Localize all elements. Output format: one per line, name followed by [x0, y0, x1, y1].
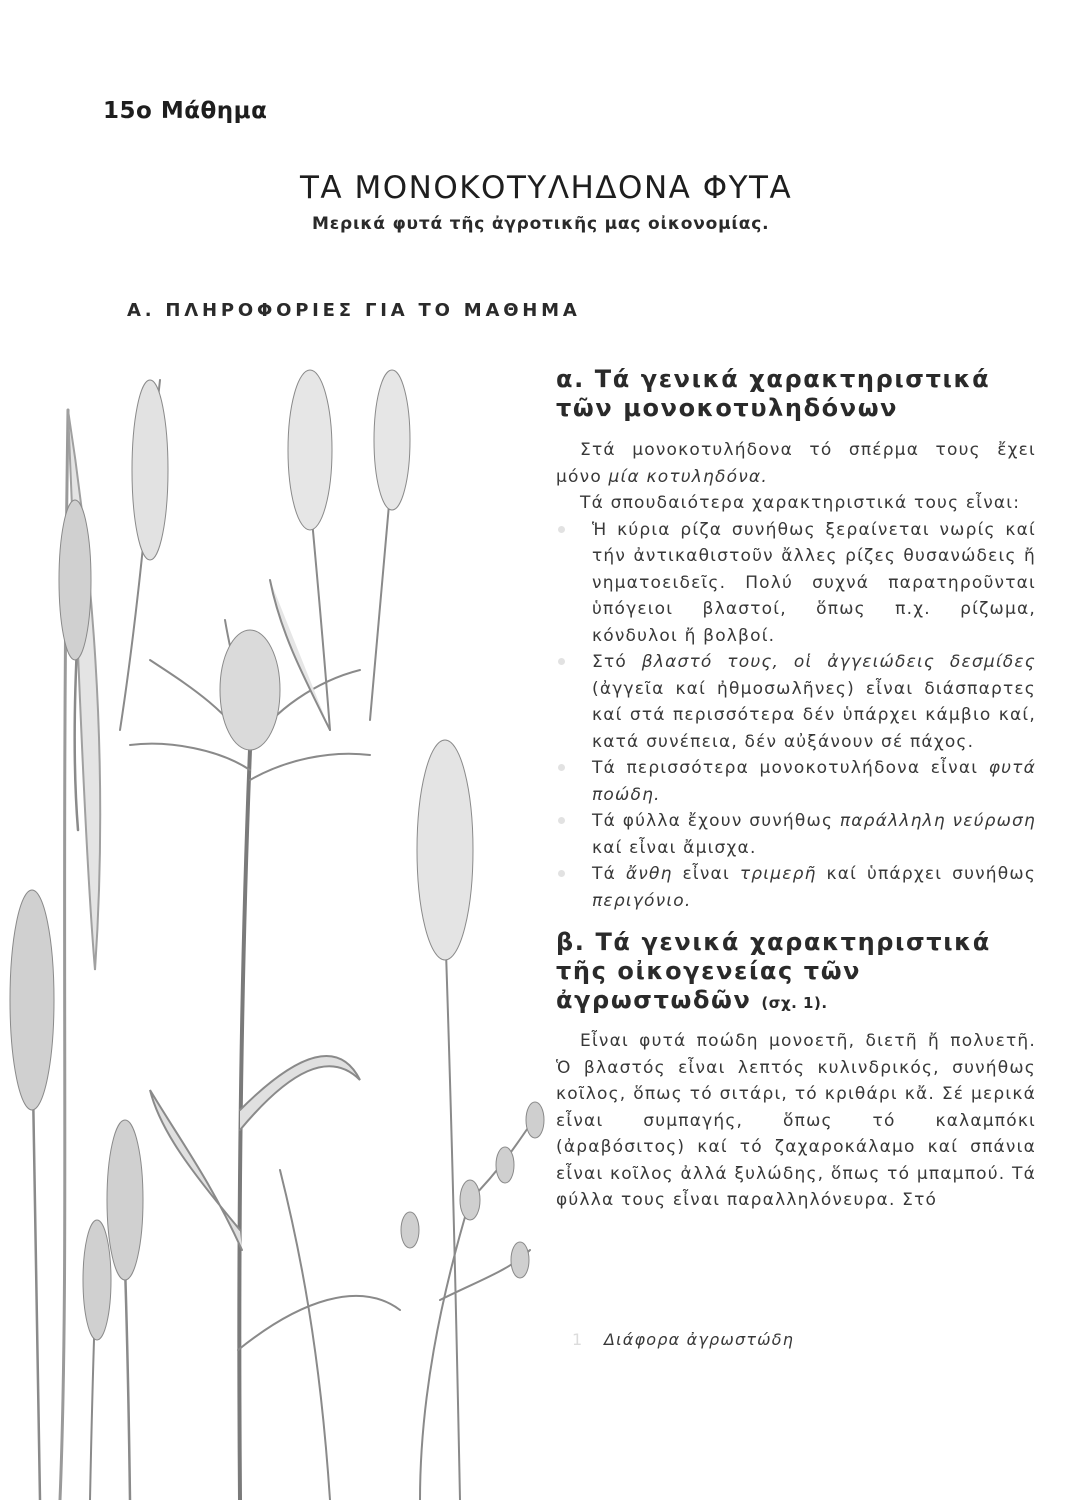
- figure-number: 1: [572, 1330, 583, 1349]
- bullet-dot: [558, 817, 565, 824]
- subsection-a-heading: α. Τά γενικά χαρακτηριστικά τῶν μονοκοτυληδόνων: [556, 365, 991, 422]
- bullet-leaves: Τά φύλλα ἔχουν συνήθως παράλληλη νεύρωση καί εἶναι ἄμισχα.: [556, 808, 1036, 861]
- grasses-illustration: [0, 350, 560, 1500]
- intro-paragraph-2: Τά σπουδαιότερα χαρακτηριστικά τους εἶναι:: [580, 493, 1021, 513]
- bullet-flowers: Τά ἄνθη εἶναι τριμερῆ καί ὑπάρχει συνήθως περιγόνιο.: [556, 861, 1036, 914]
- bullet-dot: [558, 870, 565, 877]
- bullet-dot: [558, 658, 565, 665]
- page-title: ΤΑ ΜΟΝΟΚΟΤΥΛΗΔΟΝΑ ΦΥΤΑ: [300, 170, 793, 206]
- page-subtitle: Μερικά φυτά τῆς ἀγροτικῆς μας οἰκονομίας.: [312, 214, 770, 234]
- bullet-stem: Στό βλαστό τους, οἱ ἀγγειώδεις δεσμίδες (ἀγγεῖα καί ἠθμοσωλῆνες) εἶναι διάσπαρτες καί στά περισσότερα δέν ὑπάρχει κάμβιο καί, κατά συνέπεια, δέν αὐξάνουν σέ πάχος.: [556, 649, 1036, 755]
- bullet-dot: [558, 526, 565, 533]
- lesson-number: 15ο Μάθημα: [103, 98, 268, 124]
- subsection-b-heading: β. Τά γενικά χαρακτηριστικά τῆς οἰκογενείας τῶν ἀγρωστωδῶν (σχ. 1).: [556, 928, 991, 1014]
- bullet-dot: [558, 764, 565, 771]
- bullet-herbaceous: Τά περισσότερα μονοκοτυλήδονα εἶναι φυτά ποώδη.: [556, 755, 1036, 808]
- figure-reference: (σχ. 1).: [761, 994, 828, 1012]
- figure-caption: Διάφορα ἀγρωστώδη: [604, 1330, 795, 1349]
- intro-paragraph-1: Στά μονοκοτυλήδονα τό σπέρμα τους ἔχει μόνο μία κοτυληδόνα.: [556, 440, 1036, 487]
- bullet-roots: Ἡ κύρια ρίζα συνήθως ξεραίνεται νωρίς καί τήν ἀντικαθιστοῦν ἄλλες ρίζες θυσανώδεις ἤ νηματοειδεῖς. Πολύ συχνά παρατηροῦνται ὑπόγειοι βλαστοί, ὅπως π.χ. ρίζωμα, κόνδυλοι ἤ βολβοί.: [556, 517, 1036, 650]
- lesson-text-column: [556, 365, 1036, 1214]
- grasses-paragraph: Εἶναι φυτά ποώδη μονοετῆ, διετῆ ἤ πολυετῆ. Ὁ βλαστός εἶναι λεπτός κυλινδρικός, συνήθως κοῖλος, ὅπως τό σιτάρι, τό κριθάρι κἄ. Σέ μερικά εἶναι συμπαγής, ὅπως τό καλαμπόκι (ἀραβόσιτος) καί τό ζαχαροκάλαμο καί σπάνια εἶναι κοῖλος ἀλλά ξυλώδης, ὅπως τό μπαμπού. Τά φύλλα τους εἶναι παραλληλόνευρα. Στό: [556, 1031, 1036, 1210]
- section-heading-a: Α. ΠΛΗΡΟΦΟΡΙΕΣ ΓΙΑ ΤΟ ΜΑΘΗΜΑ: [127, 300, 581, 321]
